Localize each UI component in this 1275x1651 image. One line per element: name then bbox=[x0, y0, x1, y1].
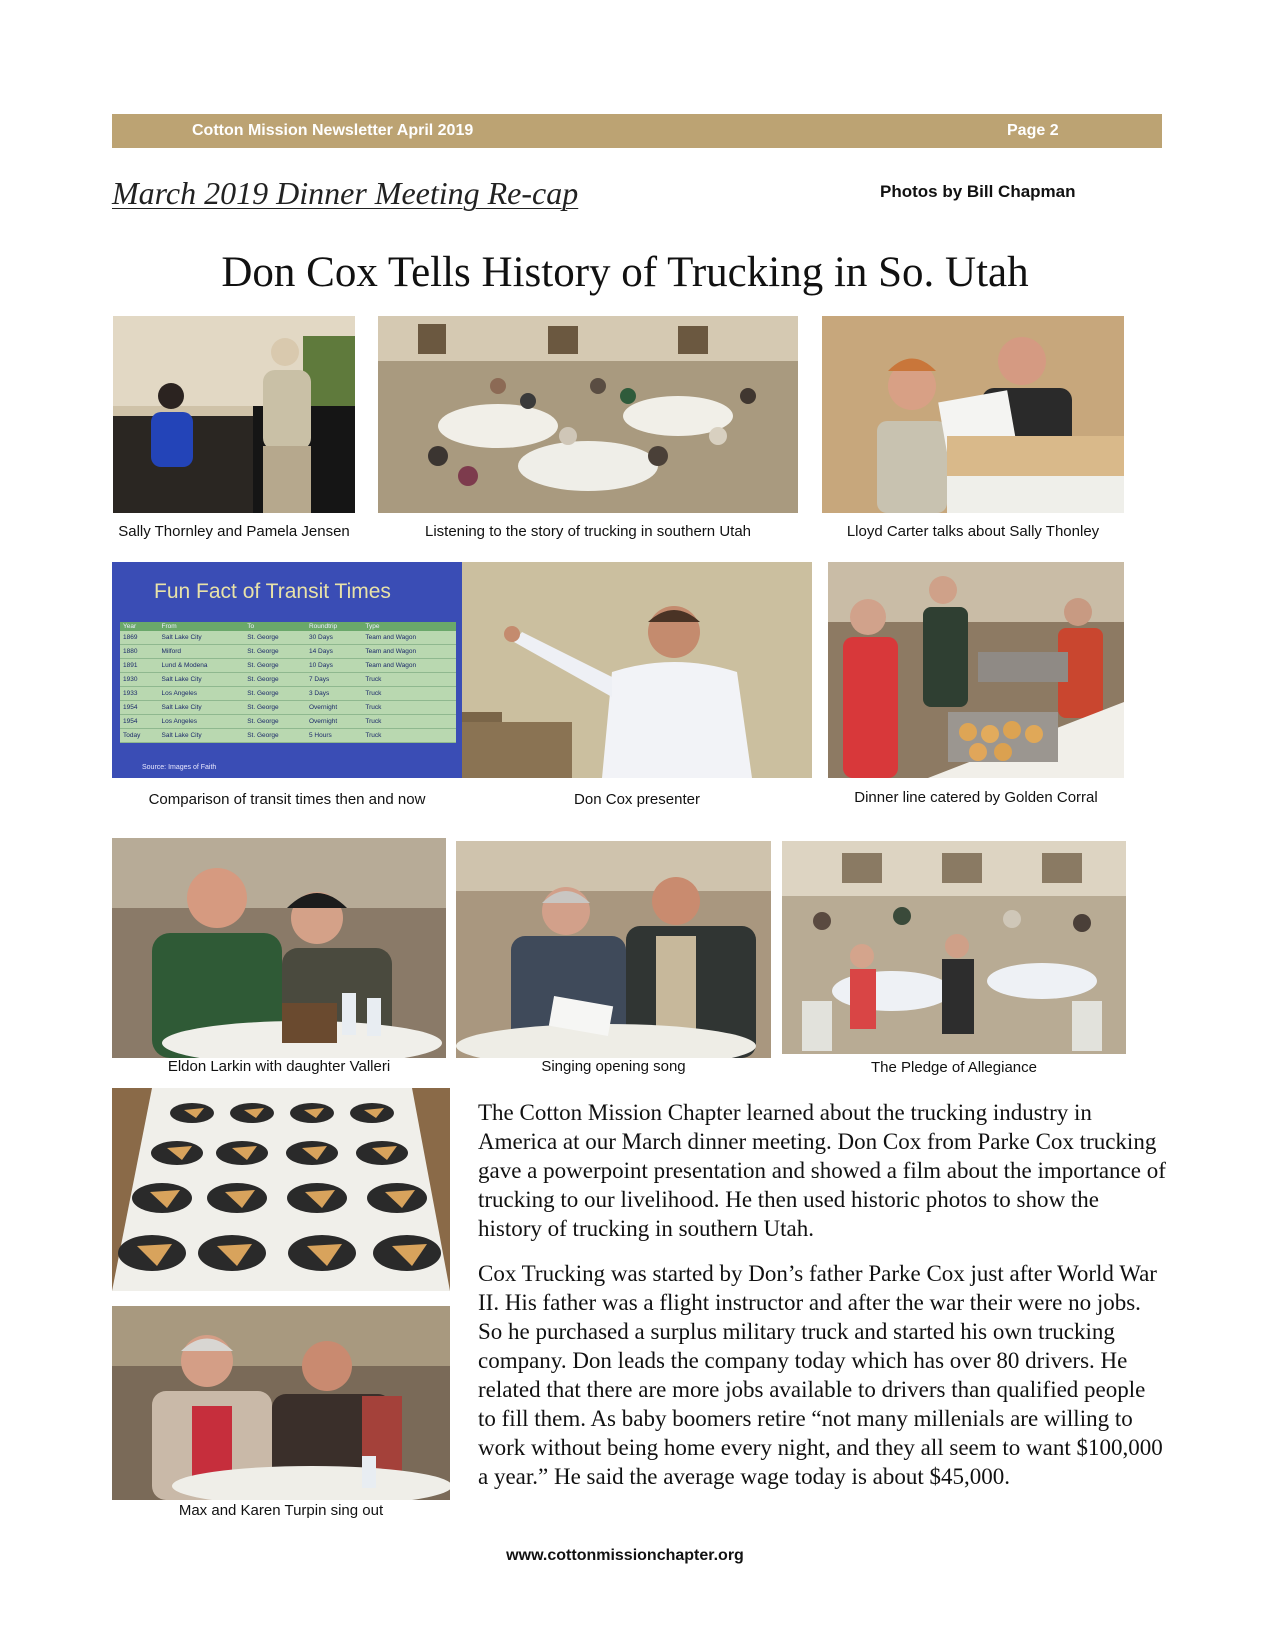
cell: 1954 bbox=[120, 715, 159, 729]
cell: 1930 bbox=[120, 673, 159, 687]
cell: 1869 bbox=[120, 631, 159, 645]
cell: Los Angeles bbox=[159, 715, 245, 729]
photo-lloyd-carter bbox=[822, 316, 1124, 513]
photo-audience bbox=[378, 316, 798, 513]
cell: Overnight bbox=[306, 715, 362, 729]
cell: Salt Lake City bbox=[159, 673, 245, 687]
photo-singing bbox=[456, 841, 771, 1058]
cell: 10 Days bbox=[306, 659, 362, 673]
col-roundtrip: Roundtrip bbox=[306, 622, 362, 631]
col-from: From bbox=[159, 622, 245, 631]
cell: Overnight bbox=[306, 701, 362, 715]
newsletter-title: Cotton Mission Newsletter April 2019 bbox=[192, 122, 474, 139]
caption-turpin: Max and Karen Turpin sing out bbox=[178, 1502, 384, 1519]
table-row bbox=[120, 715, 456, 729]
cell: Team and Wagon bbox=[362, 659, 456, 673]
col-to: To bbox=[244, 622, 306, 631]
cell: St. George bbox=[244, 687, 306, 701]
transit-table bbox=[120, 622, 456, 743]
cell: Salt Lake City bbox=[159, 631, 245, 645]
photo-dinner-line bbox=[828, 562, 1124, 778]
cell: 7 Days bbox=[306, 673, 362, 687]
cell: St. George bbox=[244, 631, 306, 645]
caption-pledge: The Pledge of Allegiance bbox=[871, 1059, 1037, 1076]
cell: 1880 bbox=[120, 645, 159, 659]
photo-eldon-larkin bbox=[112, 838, 446, 1058]
article-paragraph-1: The Cotton Mission Chapter learned about the trucking industry in America at our March dinner meeting. Don Cox from Parke Cox trucking gave a powerpoint presentation and showed a film about the importance of trucking to our livelihood. He then used historic photos to show the history of trucking in southern Utah. bbox=[478, 1100, 1166, 1241]
caption-lloyd: Lloyd Carter talks about Sally Thonley bbox=[846, 523, 1100, 540]
cell: Today bbox=[120, 729, 159, 743]
table-row bbox=[120, 659, 456, 673]
cell: 1933 bbox=[120, 687, 159, 701]
cell: Truck bbox=[362, 687, 456, 701]
photo-pies bbox=[112, 1088, 450, 1291]
photo-credit: Photos by Bill Chapman bbox=[880, 182, 1076, 201]
cell: 1954 bbox=[120, 701, 159, 715]
headline: Don Cox Tells History of Trucking in So. Utah bbox=[221, 249, 1029, 296]
table-row bbox=[120, 631, 456, 645]
cell: 14 Days bbox=[306, 645, 362, 659]
page-number: Page 2 bbox=[1007, 122, 1059, 139]
cell: Salt Lake City bbox=[159, 701, 245, 715]
cell: Truck bbox=[362, 729, 456, 743]
photo-transit-slide bbox=[112, 562, 462, 778]
cell: St. George bbox=[244, 715, 306, 729]
table-row bbox=[120, 645, 456, 659]
cell: 5 Hours bbox=[306, 729, 362, 743]
table-row bbox=[120, 673, 456, 687]
cell: St. George bbox=[244, 673, 306, 687]
caption-audience: Listening to the story of trucking in southern Utah bbox=[424, 523, 751, 540]
cell: St. George bbox=[244, 729, 306, 743]
cell: Milford bbox=[159, 645, 245, 659]
slide-title: Fun Fact of Transit Times bbox=[154, 580, 391, 603]
photo-presenter bbox=[462, 562, 812, 778]
section-title: March 2019 Dinner Meeting Re-cap bbox=[112, 175, 579, 211]
cell: 30 Days bbox=[306, 631, 362, 645]
photo-pledge bbox=[782, 841, 1126, 1054]
photo-turpin bbox=[112, 1306, 450, 1500]
footer-website: www.cottonmissionchapter.org bbox=[506, 1547, 744, 1564]
table-row bbox=[120, 729, 456, 743]
cell: Team and Wagon bbox=[362, 645, 456, 659]
slide-source: Source: Images of Faith bbox=[142, 764, 217, 771]
cell: Team and Wagon bbox=[362, 631, 456, 645]
caption-transit: Comparison of transit times then and now bbox=[148, 791, 426, 808]
cell: Truck bbox=[362, 701, 456, 715]
caption-dinner-line: Dinner line catered by Golden Corral bbox=[854, 789, 1098, 806]
caption-presenter: Don Cox presenter bbox=[574, 791, 700, 808]
cell: Los Angeles bbox=[159, 687, 245, 701]
table-row bbox=[120, 701, 456, 715]
cell: St. George bbox=[244, 645, 306, 659]
cell: Truck bbox=[362, 673, 456, 687]
cell: 3 Days bbox=[306, 687, 362, 701]
cell: St. George bbox=[244, 659, 306, 673]
article-paragraph-2: Cox Trucking was started by Don’s father Parke Cox just after World War II. His father was a flight instructor and after the war their were no jobs. So he purchased a surplus military truck and started his own trucking company. Don leads the company today which has over 80 drivers. He related that there are more jobs available to drivers than qualified people to fill them. As baby boomers retire “not many millenials are willing to work without being home every night, and they all seem to want $100,000 a year.” He said the average wage today is about $45,000. bbox=[478, 1261, 1163, 1489]
caption-piano: Sally Thornley and Pamela Jensen bbox=[118, 523, 350, 540]
cell: Lund & Modena bbox=[159, 659, 245, 673]
col-year: Year bbox=[120, 622, 159, 631]
cell: St. George bbox=[244, 701, 306, 715]
table-row bbox=[120, 687, 456, 701]
photo-piano-singer bbox=[113, 316, 355, 513]
caption-eldon: Eldon Larkin with daughter Valleri bbox=[167, 1058, 391, 1075]
caption-singing: Singing opening song bbox=[541, 1058, 686, 1075]
cell: Truck bbox=[362, 715, 456, 729]
cell: Salt Lake City bbox=[159, 729, 245, 743]
cell: 1891 bbox=[120, 659, 159, 673]
col-type: Type bbox=[362, 622, 456, 631]
newsletter-header-bar bbox=[112, 114, 1162, 148]
